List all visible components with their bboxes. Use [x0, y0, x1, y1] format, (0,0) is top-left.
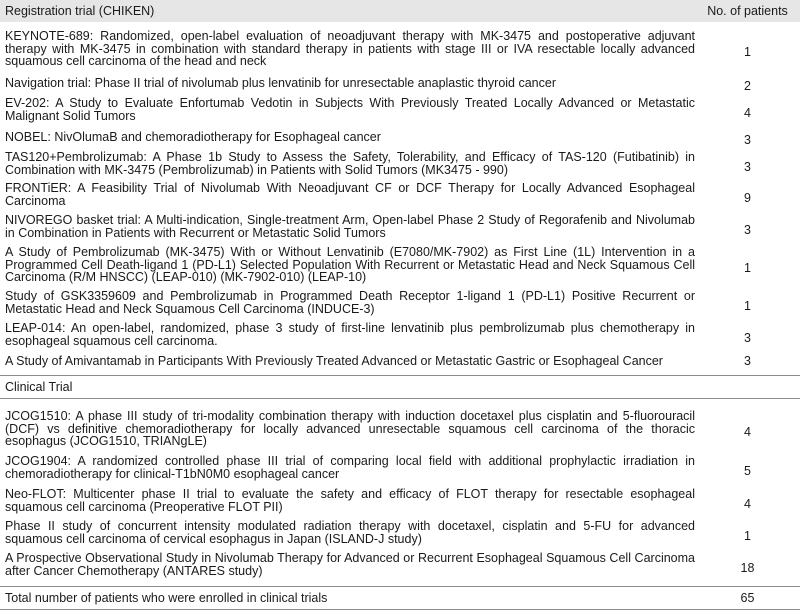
- total-label: Total number of patients who were enrolled in clinical trials: [5, 591, 328, 605]
- patient-count: 3: [744, 132, 751, 147]
- patient-count: 18: [740, 560, 755, 575]
- patient-count: 4: [744, 424, 751, 439]
- trial-title: Phase II study of concurrent intensity modulated radiation therapy with docetaxel, cisplatin and 5-FU for advanced squamous cell carcinoma of cervical esophagus in Japan (ISLAND-J study): [5, 519, 695, 546]
- table-row: [0, 95, 800, 125]
- trial-title: Study of GSK3359609 and Pembrolizumab in Programmed Death Receptor 1-ligand 1 (PD-L1) Positive Recurrent or Metastatic Head and Neck Squamous Cell Carcinoma (INDUCE-3): [5, 289, 695, 316]
- table-row: [0, 451, 800, 485]
- table-row: [0, 517, 800, 549]
- trial-title: TAS120+Pembrolizumab: A Phase 1b Study to Assess the Safety, Tolerability, and Efficacy of TAS-120 (Futibatinib) in Combination with MK-3475 (Pembrolizumab) in Patients with Solid Tumors (MK3475 - 990): [5, 150, 695, 177]
- trial-title: JCOG1510: A phase III study of tri-modality combination therapy with induction docetaxel plus cisplatin and 5-fluorouracil (DCF) vs definitive chemoradiotherapy for locally advanced unresectable squamous cell carcinoma of the thoracic esophagus (JCOG1510, TRIANgLE): [5, 409, 695, 449]
- header-patients: No. of patients: [707, 4, 788, 18]
- patient-count: 1: [744, 528, 751, 543]
- trial-title: EV-202: A Study to Evaluate Enfortumab Vedotin in Subjects With Previously Treated Locally Advanced or Metastatic Malignant Solid Tumors: [5, 96, 695, 123]
- patient-count: 2: [744, 78, 751, 93]
- patient-count: 1: [744, 298, 751, 313]
- trial-title: KEYNOTE-689: Randomized, open-label evaluation of neoadjuvant therapy with MK-3475 and postoperative adjuvant therapy with MK-3475 in combination with standard therapy in patients with stage III or IVA resectable locally advanced squamous cell carcinoma of the head and neck: [5, 29, 695, 69]
- total-row: [0, 587, 800, 609]
- patient-count: 3: [744, 222, 751, 237]
- patient-count: 3: [744, 353, 751, 368]
- patient-count: 4: [744, 105, 751, 120]
- table-row: [0, 71, 800, 95]
- trial-title: A Study of Amivantamab in Participants With Previously Treated Advanced or Metastatic Gastric or Esophageal Cancer: [5, 353, 663, 368]
- patient-count: 1: [744, 260, 751, 275]
- trial-title: A Study of Pembrolizumab (MK-3475) With or Without Lenvatinib (E7080/MK-7902) as First Line (1L) Intervention in a Programmed Cell Death-ligand 1 (PD-L1) Selected Population With Recurrent or Metastatic Head and Neck Squamous Cell Carcinoma (R/M HNSCC) (LEAP-010) (MK-7902-010) (LEAP-10): [5, 245, 695, 285]
- trial-title: NIVOREGO basket trial: A Multi-indication, Single-treatment Arm, Open-label Phase 2 Study of Regorafenib and Nivolumab in Combination in Patients with Recurrent or Metastatic Solid Tumors: [5, 213, 695, 240]
- trial-title: A Prospective Observational Study in Nivolumab Therapy for Advanced or Recurrent Esophageal Squamous Cell Carcinoma after Cancer Chemotherapy (ANTARES study): [5, 551, 695, 578]
- patient-count: 3: [744, 330, 751, 345]
- trial-title: FRONTiER: A Feasibility Trial of Nivolumab With Neoadjuvant CF or DCF Therapy for Locally Advanced Esophageal Carcinoma: [5, 181, 695, 208]
- table-row: [0, 287, 800, 319]
- section-label-clinical: Clinical Trial: [5, 380, 73, 394]
- header-trial: Registration trial (CHIKEN): [5, 4, 155, 18]
- trial-title: LEAP-014: An open-label, randomized, phase 3 study of first-line lenvatinib plus pembrolizumab plus chemotherapy in esophageal squamous cell carcinoma.: [5, 321, 695, 348]
- patient-count: 1: [744, 44, 751, 59]
- table-row: [0, 351, 800, 371]
- trial-title: Neo-FLOT: Multicenter phase II trial to evaluate the safety and efficacy of FLOT therapy for resectable esophageal squamous cell carcinoma (Preoperative FLOT PII): [5, 487, 695, 514]
- table-row: [0, 179, 800, 211]
- table-row: [0, 125, 800, 149]
- table-row: [0, 27, 800, 71]
- table-row: [0, 485, 800, 517]
- trial-title: Navigation trial: Phase II trial of nivolumab plus lenvatinib for unresectable anaplastic thyroid cancer: [5, 75, 556, 90]
- patient-count: 9: [744, 190, 751, 205]
- table-row: [0, 319, 800, 351]
- patient-count: 3: [744, 159, 751, 174]
- patient-count: 4: [744, 496, 751, 511]
- table-row: [0, 407, 800, 451]
- table-row: [0, 243, 800, 287]
- patient-count: 5: [744, 463, 751, 478]
- table-header: [0, 0, 800, 22]
- table-row: [0, 549, 800, 581]
- trial-title: JCOG1904: A randomized controlled phase III trial of comparing local field with additional prophylactic irradiation in chemoradiotherapy for clinical-T1bN0M0 esophageal cancer: [5, 454, 695, 481]
- table-row: [0, 211, 800, 243]
- table-row: [0, 149, 800, 179]
- total-value: 65: [740, 591, 755, 605]
- trial-title: NOBEL: NivOlumaB and chemoradiotherapy for Esophageal cancer: [5, 129, 381, 144]
